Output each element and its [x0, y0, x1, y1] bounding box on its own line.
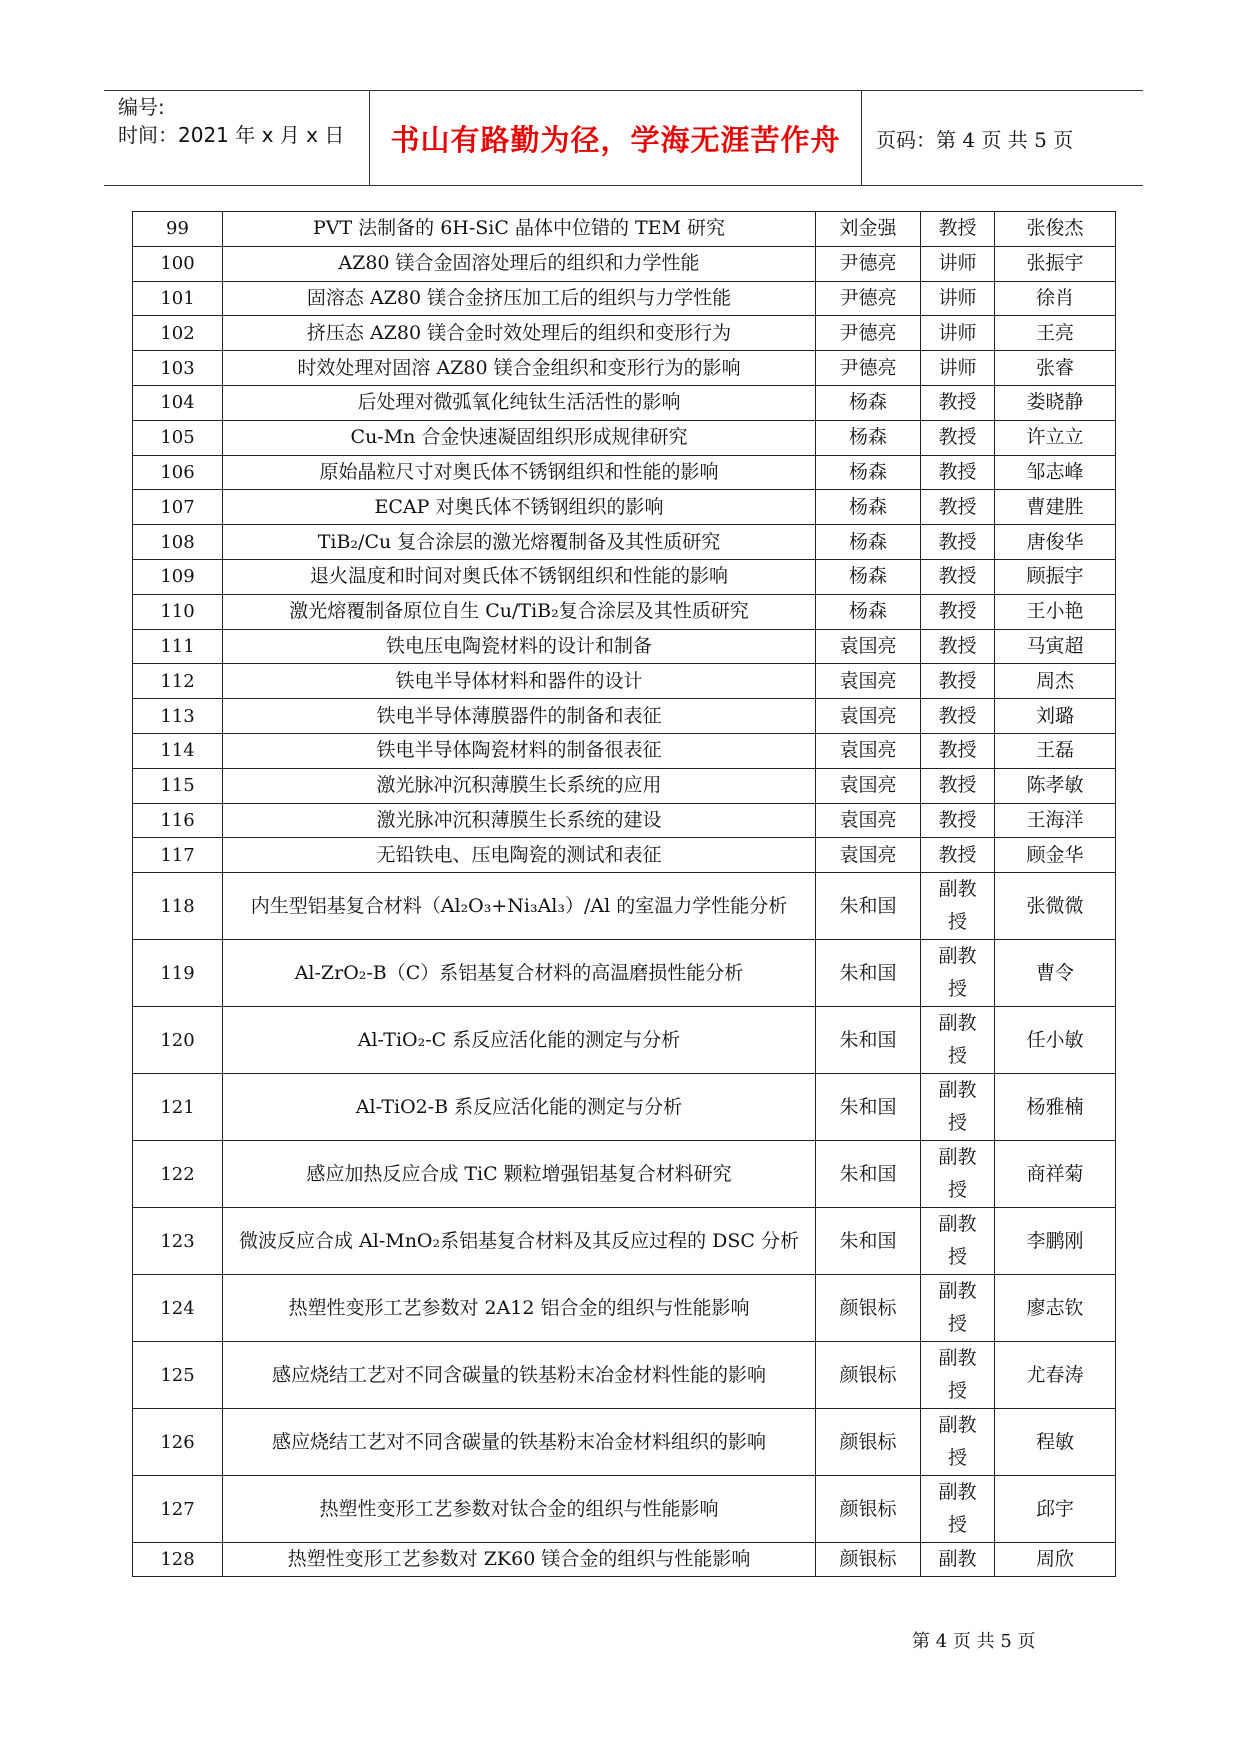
thesis-title: 无铅铁电、压电陶瓷的测试和表征 [223, 838, 816, 873]
row-number: 126 [133, 1409, 223, 1476]
advisor-rank-text: 教授 [938, 808, 977, 831]
document-time-label: 时间：2021 年 x 月 x 日 [118, 123, 345, 147]
advisor-rank-text: 教授 [938, 217, 977, 240]
student-name: 许立立 [995, 420, 1116, 455]
row-number: 121 [133, 1074, 223, 1141]
advisor-rank [921, 420, 995, 455]
thesis-title: 热塑性变形工艺参数对 2A12 铝合金的组织与性能影响 [223, 1275, 816, 1342]
student-name: 唐俊华 [995, 525, 1116, 560]
advisor-rank-text: 教授 [938, 600, 977, 623]
student-name: 张俊杰 [995, 212, 1116, 247]
advisor-rank [921, 768, 995, 803]
thesis-title: 感应烧结工艺对不同含碳量的铁基粉末冶金材料组织的影响 [223, 1409, 816, 1476]
advisor-rank [921, 940, 995, 1007]
thesis-title: PVT 法制备的 6H-SiC 晶体中位错的 TEM 研究 [223, 212, 816, 247]
table-row [133, 873, 1116, 940]
advisor-rank [921, 281, 995, 316]
advisor-rank-text: 副教授 [938, 1280, 977, 1336]
thesis-title: 铁电半导体陶瓷材料的制备很表征 [223, 733, 816, 768]
student-name: 王磊 [995, 733, 1116, 768]
row-number: 110 [133, 594, 223, 629]
header-meta [104, 91, 370, 185]
thesis-title: 激光脉冲沉积薄膜生长系统的建设 [223, 803, 816, 838]
table-row [133, 699, 1116, 734]
row-number: 118 [133, 873, 223, 940]
advisor-name: 刘金强 [816, 212, 921, 247]
advisor-rank-text: 副教 [938, 1548, 977, 1571]
page-header [104, 90, 1143, 186]
row-number: 119 [133, 940, 223, 1007]
table-row [133, 1543, 1116, 1577]
table-row [133, 1275, 1116, 1342]
student-name: 娄晓静 [995, 385, 1116, 420]
advisor-rank [921, 455, 995, 490]
row-number: 117 [133, 838, 223, 873]
table-row [133, 733, 1116, 768]
row-number: 113 [133, 699, 223, 734]
table-row [133, 455, 1116, 490]
student-name: 周杰 [995, 664, 1116, 699]
student-name: 陈孝敏 [995, 768, 1116, 803]
advisor-rank-text: 教授 [938, 843, 977, 866]
advisor-rank [921, 525, 995, 560]
advisor-rank [921, 1476, 995, 1543]
row-number: 109 [133, 559, 223, 594]
advisor-name: 袁国亮 [816, 768, 921, 803]
student-name: 王亮 [995, 316, 1116, 351]
advisor-name: 朱和国 [816, 1007, 921, 1074]
thesis-title: 原始晶粒尺寸对奥氏体不锈钢组织和性能的影响 [223, 455, 816, 490]
table-row [133, 803, 1116, 838]
row-number: 111 [133, 629, 223, 664]
advisor-rank-text: 教授 [938, 391, 977, 414]
thesis-title: 激光熔覆制备原位自生 Cu/TiB₂复合涂层及其性质研究 [223, 594, 816, 629]
student-name: 任小敏 [995, 1007, 1116, 1074]
advisor-rank-text: 副教授 [938, 1481, 977, 1537]
advisor-rank-text: 教授 [938, 530, 977, 553]
advisor-rank [921, 629, 995, 664]
student-name: 尤春涛 [995, 1342, 1116, 1409]
student-name: 曹令 [995, 940, 1116, 1007]
advisor-rank-text: 教授 [938, 704, 977, 727]
thesis-title: 微波反应合成 Al-MnO₂系铝基复合材料及其反应过程的 DSC 分析 [223, 1208, 816, 1275]
advisor-rank [921, 803, 995, 838]
advisor-name: 颜银标 [816, 1342, 921, 1409]
header-page-number: 页码：第 4 页 共 5 页 [876, 127, 1074, 152]
row-number: 100 [133, 246, 223, 281]
advisor-name: 杨森 [816, 525, 921, 560]
row-number: 104 [133, 385, 223, 420]
table-row [133, 1007, 1116, 1074]
advisor-rank [921, 1409, 995, 1476]
table-row [133, 490, 1116, 525]
document-number-label: 编号: [118, 95, 165, 119]
student-name: 邹志峰 [995, 455, 1116, 490]
table-row [133, 664, 1116, 699]
advisor-rank [921, 594, 995, 629]
table-row [133, 316, 1116, 351]
row-number: 128 [133, 1543, 223, 1577]
advisor-rank [921, 873, 995, 940]
advisor-name: 袁国亮 [816, 699, 921, 734]
row-number: 116 [133, 803, 223, 838]
table-row [133, 246, 1116, 281]
advisor-name: 袁国亮 [816, 664, 921, 699]
table-row [133, 351, 1116, 386]
advisor-name: 袁国亮 [816, 803, 921, 838]
student-name: 张睿 [995, 351, 1116, 386]
row-number: 99 [133, 212, 223, 247]
advisor-rank [921, 699, 995, 734]
advisor-rank-text: 讲师 [938, 321, 977, 344]
advisor-rank-text: 教授 [938, 774, 977, 797]
footer-page-number: 第 4 页 共 5 页 [912, 1631, 1036, 1652]
thesis-title: 感应加热反应合成 TiC 颗粒增强铝基复合材料研究 [223, 1141, 816, 1208]
advisor-name: 朱和国 [816, 1208, 921, 1275]
advisor-name: 杨森 [816, 420, 921, 455]
advisor-rank [921, 1543, 995, 1577]
table-row [133, 385, 1116, 420]
advisor-rank-text: 讲师 [938, 252, 977, 275]
row-number: 114 [133, 733, 223, 768]
advisor-name: 颜银标 [816, 1543, 921, 1577]
table-row [133, 1208, 1116, 1275]
table-row [133, 768, 1116, 803]
table-row [133, 525, 1116, 560]
advisor-rank [921, 1208, 995, 1275]
table-row [133, 1476, 1116, 1543]
student-name: 刘璐 [995, 699, 1116, 734]
thesis-title: AZ80 镁合金固溶处理后的组织和力学性能 [223, 246, 816, 281]
row-number: 112 [133, 664, 223, 699]
student-name: 马寅超 [995, 629, 1116, 664]
advisor-name: 袁国亮 [816, 629, 921, 664]
row-number: 122 [133, 1141, 223, 1208]
advisor-name: 袁国亮 [816, 733, 921, 768]
advisor-rank-text: 教授 [938, 739, 977, 762]
advisor-name: 朱和国 [816, 1074, 921, 1141]
advisor-rank-text: 教授 [938, 495, 977, 518]
table-row [133, 594, 1116, 629]
row-number: 101 [133, 281, 223, 316]
row-number: 103 [133, 351, 223, 386]
row-number: 125 [133, 1342, 223, 1409]
student-name: 邱宇 [995, 1476, 1116, 1543]
advisor-rank-text: 教授 [938, 460, 977, 483]
thesis-title: ECAP 对奥氏体不锈钢组织的影响 [223, 490, 816, 525]
advisor-rank [921, 664, 995, 699]
table-row [133, 838, 1116, 873]
table-row [133, 1409, 1116, 1476]
advisor-rank [921, 316, 995, 351]
thesis-title: 退火温度和时间对奥氏体不锈钢组织和性能的影响 [223, 559, 816, 594]
thesis-title: Al-ZrO₂-B（C）系铝基复合材料的高温磨损性能分析 [223, 940, 816, 1007]
thesis-topic-table [132, 211, 1116, 1577]
thesis-title: 激光脉冲沉积薄膜生长系统的应用 [223, 768, 816, 803]
advisor-name: 朱和国 [816, 940, 921, 1007]
table-row [133, 281, 1116, 316]
student-name: 程敏 [995, 1409, 1116, 1476]
advisor-name: 朱和国 [816, 1141, 921, 1208]
advisor-name: 朱和国 [816, 873, 921, 940]
advisor-rank-text: 副教授 [938, 1347, 977, 1403]
advisor-rank-text: 讲师 [938, 356, 977, 379]
advisor-rank-text: 副教授 [938, 1213, 977, 1269]
advisor-rank [921, 1342, 995, 1409]
thesis-title: 内生型铝基复合材料（Al₂O₃+Ni₃Al₃）/Al 的室温力学性能分析 [223, 873, 816, 940]
advisor-rank-text: 教授 [938, 426, 977, 449]
student-name: 顾金华 [995, 838, 1116, 873]
advisor-rank-text: 讲师 [938, 286, 977, 309]
thesis-title: 铁电半导体薄膜器件的制备和表征 [223, 699, 816, 734]
advisor-rank [921, 733, 995, 768]
student-name: 徐肖 [995, 281, 1116, 316]
student-name: 王海洋 [995, 803, 1116, 838]
advisor-name: 颜银标 [816, 1409, 921, 1476]
student-name: 李鹏刚 [995, 1208, 1116, 1275]
advisor-rank-text: 教授 [938, 669, 977, 692]
thesis-title: 固溶态 AZ80 镁合金挤压加工后的组织与力学性能 [223, 281, 816, 316]
row-number: 102 [133, 316, 223, 351]
row-number: 108 [133, 525, 223, 560]
student-name: 王小艳 [995, 594, 1116, 629]
thesis-title: Cu-Mn 合金快速凝固组织形成规律研究 [223, 420, 816, 455]
advisor-rank [921, 1275, 995, 1342]
advisor-rank [921, 1141, 995, 1208]
thesis-title: 感应烧结工艺对不同含碳量的铁基粉末冶金材料性能的影响 [223, 1342, 816, 1409]
row-number: 120 [133, 1007, 223, 1074]
thesis-title: 铁电半导体材料和器件的设计 [223, 664, 816, 699]
advisor-name: 尹德亮 [816, 316, 921, 351]
advisor-name: 颜银标 [816, 1476, 921, 1543]
advisor-rank-text: 副教授 [938, 1146, 977, 1202]
advisor-name: 尹德亮 [816, 246, 921, 281]
thesis-title: 后处理对微弧氧化纯钛生活活性的影响 [223, 385, 816, 420]
advisor-rank-text: 副教授 [938, 1012, 977, 1068]
advisor-name: 颜银标 [816, 1275, 921, 1342]
advisor-name: 杨森 [816, 559, 921, 594]
table-row [133, 212, 1116, 247]
advisor-name: 杨森 [816, 594, 921, 629]
table-row [133, 1342, 1116, 1409]
table-row [133, 420, 1116, 455]
thesis-topic-table-body [133, 212, 1116, 1577]
row-number: 124 [133, 1275, 223, 1342]
advisor-rank [921, 1007, 995, 1074]
student-name: 张振宇 [995, 246, 1116, 281]
row-number: 123 [133, 1208, 223, 1275]
advisor-name: 尹德亮 [816, 281, 921, 316]
advisor-rank [921, 212, 995, 247]
student-name: 廖志钦 [995, 1275, 1116, 1342]
advisor-name: 杨森 [816, 385, 921, 420]
table-row [133, 1141, 1116, 1208]
table-row [133, 940, 1116, 1007]
thesis-title: 热塑性变形工艺参数对钛合金的组织与性能影响 [223, 1476, 816, 1543]
advisor-rank-text: 副教授 [938, 1079, 977, 1135]
thesis-title: 挤压态 AZ80 镁合金时效处理后的组织和变形行为 [223, 316, 816, 351]
advisor-rank-text: 副教授 [938, 878, 977, 934]
row-number: 107 [133, 490, 223, 525]
student-name: 商祥菊 [995, 1141, 1116, 1208]
thesis-title: 铁电压电陶瓷材料的设计和制备 [223, 629, 816, 664]
student-name: 周欣 [995, 1543, 1116, 1577]
student-name: 张微微 [995, 873, 1116, 940]
advisor-rank [921, 385, 995, 420]
advisor-name: 袁国亮 [816, 838, 921, 873]
row-number: 105 [133, 420, 223, 455]
advisor-rank [921, 1074, 995, 1141]
header-motto: 书山有路勤为径，学海无涯苦作舟 [370, 91, 862, 185]
thesis-title: 时效处理对固溶 AZ80 镁合金组织和变形行为的影响 [223, 351, 816, 386]
table-row [133, 629, 1116, 664]
row-number: 106 [133, 455, 223, 490]
advisor-rank-text: 教授 [938, 565, 977, 588]
advisor-rank-text: 副教授 [938, 1414, 977, 1470]
advisor-rank-text: 教授 [938, 634, 977, 657]
advisor-rank [921, 490, 995, 525]
thesis-title: TiB₂/Cu 复合涂层的激光熔覆制备及其性质研究 [223, 525, 816, 560]
advisor-rank [921, 246, 995, 281]
advisor-rank-text: 副教授 [938, 945, 977, 1001]
thesis-title: 热塑性变形工艺参数对 ZK60 镁合金的组织与性能影响 [223, 1543, 816, 1577]
thesis-title: Al-TiO₂-C 系反应活化能的测定与分析 [223, 1007, 816, 1074]
advisor-name: 尹德亮 [816, 351, 921, 386]
student-name: 顾振宇 [995, 559, 1116, 594]
advisor-rank [921, 559, 995, 594]
table-row [133, 1074, 1116, 1141]
table-row [133, 559, 1116, 594]
advisor-name: 杨森 [816, 490, 921, 525]
advisor-rank [921, 838, 995, 873]
thesis-title: Al-TiO2-B 系反应活化能的测定与分析 [223, 1074, 816, 1141]
advisor-rank [921, 351, 995, 386]
advisor-name: 杨森 [816, 455, 921, 490]
row-number: 127 [133, 1476, 223, 1543]
student-name: 杨雅楠 [995, 1074, 1116, 1141]
student-name: 曹建胜 [995, 490, 1116, 525]
row-number: 115 [133, 768, 223, 803]
